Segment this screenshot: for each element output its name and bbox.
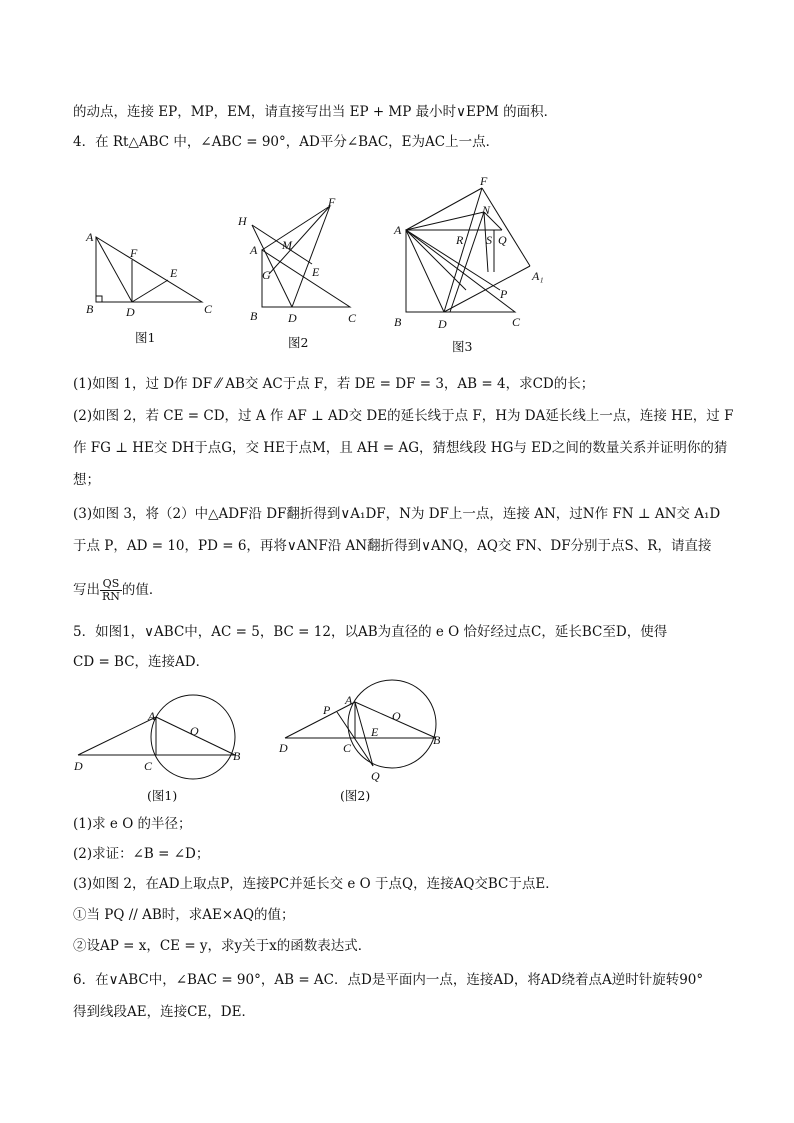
label-C: C (348, 311, 357, 325)
label-B: B (233, 749, 241, 763)
label-M: M (282, 238, 292, 252)
label-O: O (190, 724, 199, 738)
label-R: R (456, 233, 464, 247)
label-E: E (170, 266, 178, 280)
label-E: E (312, 265, 320, 279)
label-D: D (74, 759, 83, 773)
label-F: F (130, 246, 138, 260)
problem-5-statement-cont: CD = BC，连接AD． (73, 654, 210, 670)
text: 写出 (73, 582, 100, 598)
label-D: D (288, 311, 297, 325)
label-C: C (343, 741, 352, 755)
label-B: B (433, 733, 441, 747)
label-C: C (512, 315, 521, 329)
problem-4-part2: (2)如图 2，若 CE = CD，过 A 作 AF ⊥ AD交 DE的延长线于点 F，H为 DA延长线上一点，连接 HE，过 F (73, 408, 734, 424)
text: 的值． (121, 582, 163, 598)
label-Q: Q (371, 769, 380, 783)
problem-4-part2-cont: 想； (73, 472, 100, 488)
label-F: F (328, 195, 336, 209)
label-A: A (394, 223, 402, 237)
label-D: D (438, 317, 447, 331)
label-D: D (126, 305, 135, 319)
problem-4-statement: 4．在 Rt△ABC 中，∠ABC = 90°，AD平分∠BAC，E为AC上一点． (73, 134, 500, 150)
label-B: B (250, 309, 258, 323)
problem-5-part2: (2)求证：∠B = ∠D； (73, 846, 210, 862)
problem-5-part3: (3)如图 2，在AD上取点P，连接PC并延长交 e O 于点Q，连接AQ交BC于点E． (73, 876, 559, 892)
label-D: D (279, 741, 288, 755)
problem-4-part3-cont (73, 578, 754, 603)
problem-6-statement-cont: 得到线段AE，连接CE，DE． (73, 1004, 255, 1020)
problem-4-part3: (3)如图 3，将（2）中△ADF沿 DF翻折得到∨A₁DF，N为 DF上一点，连接 AN，过N作 FN ⊥ AN交 A₁D (73, 506, 721, 522)
label-P: P (500, 287, 508, 301)
label-A: A (86, 230, 94, 244)
label-S: S (486, 233, 492, 247)
problem-5-part1: (1)求 e O 的半径； (73, 816, 192, 832)
label-P: P (323, 703, 331, 717)
caption-fig2: 图2 (288, 335, 309, 350)
fraction-denominator: RN (102, 590, 120, 603)
label-B: B (86, 302, 94, 316)
fraction-numerator: QS (100, 578, 122, 591)
label-H: H (238, 214, 247, 228)
caption-fig1: 图1 (135, 330, 156, 345)
problem-6-statement: 6．在∨ABC中，∠BAC = 90°，AB = AC．点D是平面内一点，连接AD，将AD绕着点A逆时针旋转90° (73, 972, 704, 988)
label-B: B (394, 315, 402, 329)
label-Q: Q (498, 233, 507, 247)
label-F: F (480, 174, 488, 188)
label-N: N (482, 203, 491, 217)
label-O: O (392, 709, 401, 723)
caption-fig5-2: (图2) (340, 788, 371, 803)
problem-5-statement: 5．如图1，∨ABC中，AC = 5，BC = 12，以AB为直径的 e O 恰好经过点C，延长BC至D，使得 (73, 624, 668, 640)
label-G: G (262, 268, 271, 282)
label-A: A (345, 693, 353, 707)
text-line: 的动点，连接 EP，MP，EM，请直接写出当 EP + MP 最小时∨EPM 的面积． (73, 104, 558, 120)
fraction-qs-rn (100, 578, 122, 603)
figure-4-1 (80, 225, 220, 325)
problem-5-part3-1: ①当 PQ // AB时，求AE×AQ的值； (73, 907, 295, 923)
problem-4-part2-cont: 作 FG ⊥ HE交 DH于点G，交 HE于点M，且 AH = AG，猜想线段 HG与 ED之间的数量关系并证明你的猜 (73, 440, 728, 456)
figure-4-2 (232, 192, 372, 332)
figure-4-3 (390, 172, 550, 332)
problem-4-part1: (1)如图 1，过 D作 DF ⁄⁄ AB交 AC于点 F，若 DE = DF = 3，AB = 4，求CD的长； (73, 376, 595, 392)
figure-5-2 (275, 672, 455, 787)
label-C: C (204, 302, 213, 316)
caption-fig5-1: (图1) (147, 788, 178, 803)
label-C: C (144, 759, 153, 773)
figure-5-1 (70, 680, 260, 790)
label-A: A (148, 709, 156, 723)
caption-fig3: 图3 (452, 339, 473, 354)
problem-5-part3-2: ②设AP = x，CE = y，求y关于x的函数表达式． (73, 938, 372, 954)
label-A: A (250, 243, 258, 257)
problem-4-part3-cont: 于点 P，AD = 10，PD = 6，再将∨ANF沿 AN翻折得到∨ANQ，AQ交 FN、DF分别于点S、R，请直接 (73, 538, 712, 554)
label-A1: A₁ (532, 269, 544, 283)
label-E: E (371, 725, 379, 739)
